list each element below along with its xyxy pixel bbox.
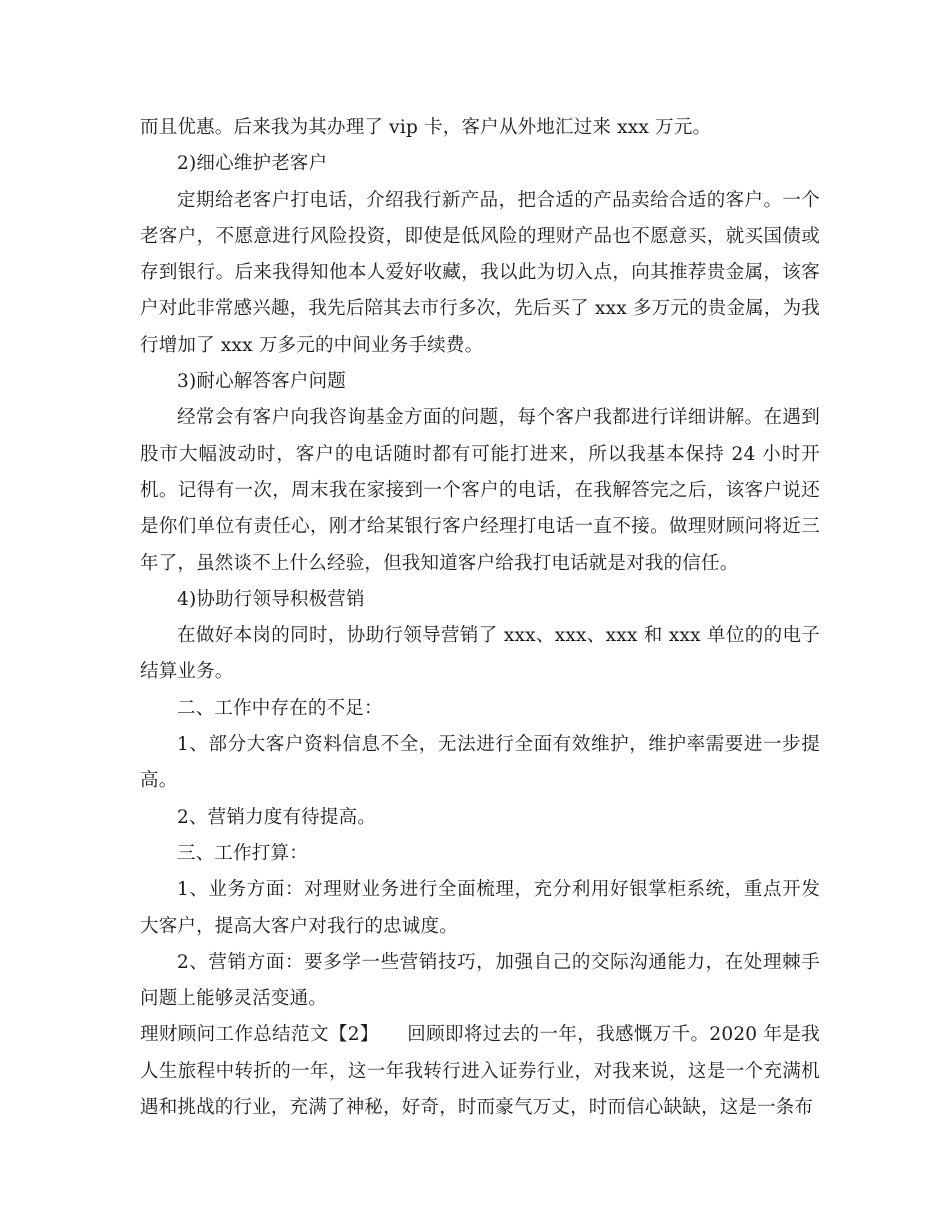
paragraph-1: 而且优惠。后来我为其办理了 vip 卡，客户从外地汇过来 xxx 万元。 xyxy=(140,117,712,138)
paragraph-article-2-intro: 理财顾问工作总结范文【2】 回顾即将过去的一年，我感慨万千。2020 年是我人生旅程中转折的一年，这一年我转行进入证券行业，对我来说，这是一个充满机遇和挑战的行业，充满了神秘，好奇，时而豪气万丈，时而信心缺缺，这是一条布 xyxy=(140,1024,820,1119)
document-body xyxy=(140,110,820,1126)
shortcoming-item-2: 2、营销力度有待提高。 xyxy=(177,806,376,828)
paragraph-7: 在做好本岗的同时，协助行领导营销了 xxx、xxx、xxx 和 xxx 单位的的电子结算业务。 xyxy=(140,625,820,683)
paragraph-5: 经常会有客户向我咨询基金方面的问题，每个客户我都进行详细讲解。在遇到股市大幅波动时，客户的电话随时都有可能打进来，所以我基本保持 24 小时开机。记得有一次，周末我在家接到一个客户的电话，在我解答完之后，该客户说还是你们单位有责任心，刚才给某银行客户经理打电话一直不接。做理财顾问将近三年了，虽然谈不上什么经验，但我知道客户给我打电话就是对我的信任。 xyxy=(140,407,820,574)
heading-maintain-old-clients: 2)细心维护老客户 xyxy=(177,153,328,175)
section-heading-shortcomings: 二、工作中存在的不足： xyxy=(177,697,383,719)
section-heading-plans: 三、工作打算： xyxy=(177,842,308,864)
paragraph-3: 定期给老客户打电话，介绍我行新产品，把合适的产品卖给合适的客户。一个老客户，不愿意进行风险投资，即使是低风险的理财产品也不愿意买，就买国债或存到银行。后来我得知他本人爱好收藏，我以此为切入点，向其推荐贵金属，该客户对此非常感兴趣，我先后陪其去市行多次，先后买了 xxx 多万元的贵金属，为我行增加了 xxx 万多元的中间业务手续费。 xyxy=(140,189,820,356)
heading-assist-marketing: 4)协助行领导积极营销 xyxy=(177,588,365,610)
shortcoming-item-1: 1、部分大客户资料信息不全，无法进行全面有效维护，维护率需要进一步提高。 xyxy=(140,734,820,792)
plan-item-1: 1、业务方面：对理财业务进行全面梳理，充分利用好银掌柜系统，重点开发大客户，提高大客户对我行的忠诚度。 xyxy=(140,879,820,937)
plan-item-2: 2、营销方面：要多学一些营销技巧，加强自己的交际沟通能力，在处理棘手问题上能够灵活变通。 xyxy=(140,951,820,1010)
heading-answer-client-questions: 3)耐心解答客户问题 xyxy=(177,371,346,393)
